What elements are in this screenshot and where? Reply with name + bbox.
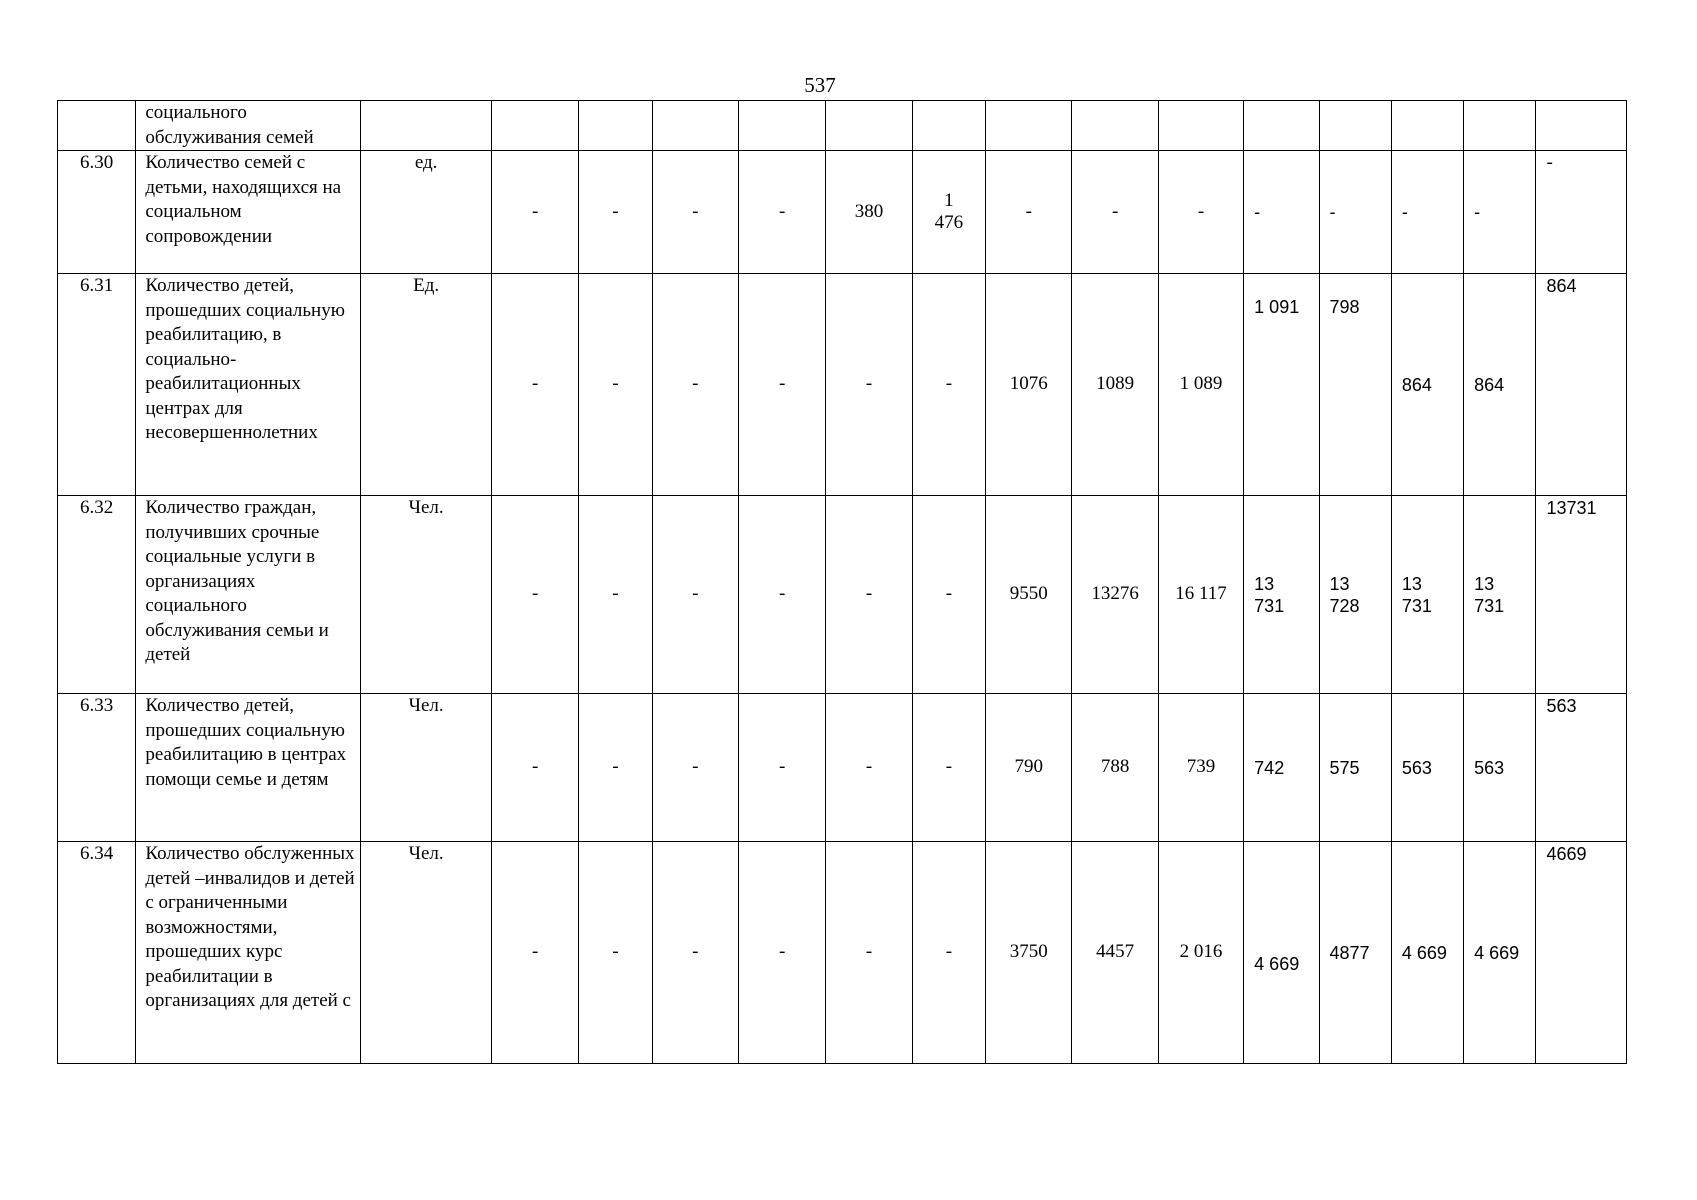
row-number-cell: 6.31 (58, 274, 136, 496)
value-cell: 563 (1536, 694, 1627, 842)
value-cell (826, 101, 912, 151)
table-row (58, 151, 1627, 274)
value-cell: 4877 (1319, 842, 1391, 1064)
value-cell: - (652, 151, 738, 274)
indicators-table (57, 100, 1627, 1064)
value-cell: 1089 (1072, 274, 1158, 496)
indicator-name-cell: социального обслуживания семей (136, 101, 361, 151)
value-cell: 1 476 (912, 151, 985, 274)
value-cell: - (579, 842, 652, 1064)
value-cell: - (826, 496, 912, 694)
row-number-cell: 6.30 (58, 151, 136, 274)
value-cell (1464, 101, 1536, 151)
value-cell (1536, 101, 1627, 151)
table-row (58, 274, 1627, 496)
value-cell: 864 (1536, 274, 1627, 496)
value-cell: - (986, 151, 1072, 274)
value-cell: - (826, 274, 912, 496)
value-cell: 739 (1158, 694, 1243, 842)
value-cell: - (1244, 151, 1319, 274)
value-cell: 563 (1464, 694, 1536, 842)
value-cell: - (491, 842, 578, 1064)
value-cell: - (738, 496, 825, 694)
unit-cell: Чел. (361, 842, 492, 1064)
value-cell: 563 (1391, 694, 1463, 842)
value-cell (738, 101, 825, 151)
value-cell: 864 (1464, 274, 1536, 496)
value-cell: 742 (1244, 694, 1319, 842)
value-cell (912, 101, 985, 151)
value-cell: - (491, 151, 578, 274)
table-row (58, 694, 1627, 842)
value-cell: - (912, 694, 985, 842)
value-cell: 13 731 (1391, 496, 1463, 694)
value-cell (652, 101, 738, 151)
value-cell: - (579, 496, 652, 694)
value-cell: 4457 (1072, 842, 1158, 1064)
indicator-name-cell: Количество граждан, получивших срочные социальные услуги в организациях социального обслуживания семьи и детей (136, 496, 361, 694)
row-number-cell: 6.32 (58, 496, 136, 694)
value-cell: - (491, 694, 578, 842)
value-cell: 1 089 (1158, 274, 1243, 496)
value-cell: 4 669 (1391, 842, 1463, 1064)
unit-cell: Чел. (361, 496, 492, 694)
value-cell (579, 101, 652, 151)
value-cell: 575 (1319, 694, 1391, 842)
value-cell: - (912, 842, 985, 1064)
value-cell: 788 (1072, 694, 1158, 842)
value-cell (1158, 101, 1243, 151)
value-cell: - (738, 274, 825, 496)
unit-cell: ед. (361, 151, 492, 274)
value-cell (491, 101, 578, 151)
value-cell: - (826, 694, 912, 842)
value-cell: 790 (986, 694, 1072, 842)
row-number-cell: 6.34 (58, 842, 136, 1064)
value-cell: - (491, 274, 578, 496)
value-cell: - (1536, 151, 1627, 274)
unit-cell: Ед. (361, 274, 492, 496)
value-cell: 4669 (1536, 842, 1627, 1064)
value-cell: - (579, 151, 652, 274)
value-cell: 13 731 (1244, 496, 1319, 694)
indicator-name-cell: Количество семей с детьми, находящихся на социальном сопровождении (136, 151, 361, 274)
page-number: 537 (804, 73, 836, 97)
value-cell: - (579, 274, 652, 496)
value-cell: - (738, 842, 825, 1064)
value-cell: - (826, 842, 912, 1064)
value-cell: - (652, 274, 738, 496)
value-cell: - (1158, 151, 1243, 274)
value-cell (1244, 101, 1319, 151)
value-cell: 1076 (986, 274, 1072, 496)
indicator-name-cell: Количество обслуженных детей –инвалидов и детей с ограниченными возможностями, прошедших курс реабилитации в организациях для детей с (136, 842, 361, 1064)
value-cell (1319, 101, 1391, 151)
value-cell: 4 669 (1244, 842, 1319, 1064)
value-cell: 3750 (986, 842, 1072, 1064)
value-cell (986, 101, 1072, 151)
value-cell: 2 016 (1158, 842, 1243, 1064)
value-cell: 16 117 (1158, 496, 1243, 694)
value-cell: 13 728 (1319, 496, 1391, 694)
value-cell: 4 669 (1464, 842, 1536, 1064)
value-cell: 13 731 (1464, 496, 1536, 694)
value-cell (1391, 101, 1463, 151)
value-cell: 13731 (1536, 496, 1627, 694)
value-cell: 798 (1319, 274, 1391, 496)
table-row (58, 842, 1627, 1064)
unit-cell: Чел. (361, 694, 492, 842)
indicator-name-cell: Количество детей, прошедших социальную реабилитацию, в социально-реабилитационных центрах для несовершеннолетних (136, 274, 361, 496)
value-cell: - (652, 496, 738, 694)
value-cell: - (652, 842, 738, 1064)
value-cell: - (491, 496, 578, 694)
value-cell: - (1072, 151, 1158, 274)
value-cell: - (652, 694, 738, 842)
row-number-cell (58, 101, 136, 151)
value-cell: - (579, 694, 652, 842)
value-cell: - (1464, 151, 1536, 274)
value-cell: - (1319, 151, 1391, 274)
value-cell: - (1391, 151, 1463, 274)
value-cell (1072, 101, 1158, 151)
value-cell: 864 (1391, 274, 1463, 496)
unit-cell (361, 101, 492, 151)
value-cell: - (738, 694, 825, 842)
indicator-name-cell: Количество детей, прошедших социальную реабилитацию в центрах помощи семье и детям (136, 694, 361, 842)
table-row (58, 101, 1627, 151)
value-cell: - (738, 151, 825, 274)
value-cell: - (912, 274, 985, 496)
value-cell: 1 091 (1244, 274, 1319, 496)
value-cell: 380 (826, 151, 912, 274)
value-cell: - (912, 496, 985, 694)
value-cell: 9550 (986, 496, 1072, 694)
row-number-cell: 6.33 (58, 694, 136, 842)
table-row (58, 496, 1627, 694)
value-cell: 13276 (1072, 496, 1158, 694)
